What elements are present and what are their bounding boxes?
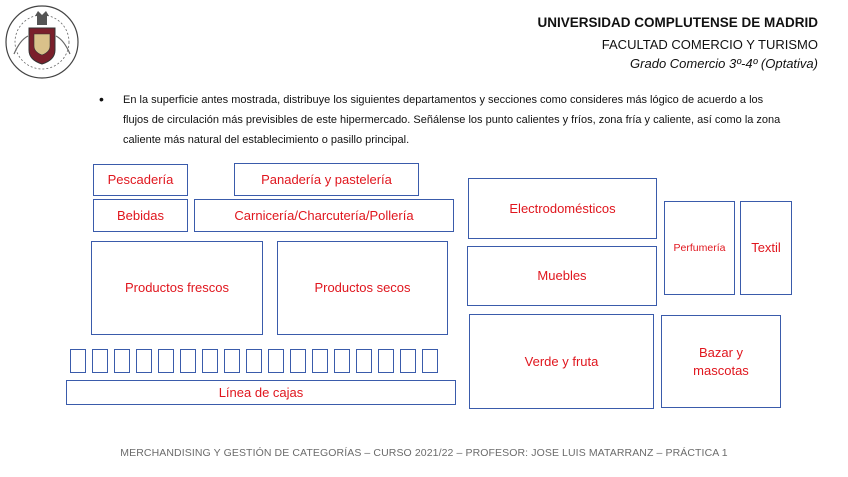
section-label: Perfumería [673, 242, 726, 254]
checkout-counter [114, 349, 130, 373]
section-label: Carnicería/Charcutería/Pollería [234, 207, 414, 223]
checkout-counter [224, 349, 240, 373]
section-label: Línea de cajas [218, 384, 304, 400]
checkout-counter [268, 349, 284, 373]
checkout-counter [334, 349, 350, 373]
checkout-counter [422, 349, 438, 373]
section-productos-secos [277, 241, 448, 335]
section-textil [740, 201, 792, 295]
section-label: Pescadería [107, 172, 174, 187]
section-panaderia [234, 163, 419, 196]
checkout-counter [136, 349, 152, 373]
instructions-text: En la superficie antes mostrada, distribuye los siguientes departamentos y secciones como consideres más lógico de acuerdo a los flujos de circulación más previsibles de este hipermercado. Señálense los punto calientes y fríos, zona fría y caliente, así como la zona caliente más natural del establecimiento o pasillo principal. [123, 94, 781, 146]
section-bebidas [93, 199, 188, 232]
section-perfumeria [664, 201, 735, 295]
checkout-counter [180, 349, 196, 373]
checkout-counter [356, 349, 372, 373]
section-label: Panadería y pastelería [261, 171, 392, 187]
bullet-point: • [99, 91, 104, 107]
university-name: UNIVERSIDAD COMPLUTENSE DE MADRID [537, 15, 818, 30]
checkout-counter [202, 349, 218, 373]
section-label: Electrodomésticos [509, 200, 616, 216]
footer-text: MERCHANDISING Y GESTIÓN DE CATEGORÍAS – CURSO 2021/22 – PROFESOR: JOSE LUIS MATARRANZ – PRÁCTICA 1 [120, 447, 728, 459]
section-electrodomesticos [468, 178, 657, 239]
section-linea-cajas [66, 380, 456, 405]
section-label: Muebles [537, 268, 587, 283]
checkout-counter [312, 349, 328, 373]
checkout-counter [400, 349, 416, 373]
section-carniceria [194, 199, 454, 232]
section-verde-fruta [469, 314, 654, 409]
section-muebles [467, 246, 657, 306]
faculty-name: FACULTAD COMERCIO Y TURISMO [601, 37, 818, 52]
section-label: Bebidas [117, 207, 164, 223]
program-name: Grado Comercio 3º-4º (Optativa) [630, 56, 818, 71]
checkout-counter [70, 349, 86, 373]
section-label: Textil [751, 240, 781, 255]
section-bazar-mascotas [661, 315, 781, 408]
section-label: Verde y fruta [524, 353, 599, 369]
checkout-counter [92, 349, 108, 373]
checkout-counter [378, 349, 394, 373]
checkout-counter [158, 349, 174, 373]
section-label: Bazar y mascotas [693, 344, 749, 378]
section-label: Productos secos [314, 280, 411, 295]
checkout-counter [246, 349, 262, 373]
section-productos-frescos [91, 241, 263, 335]
section-label: Productos frescos [124, 280, 230, 295]
university-crest-logo [4, 4, 80, 80]
checkout-counter [290, 349, 306, 373]
section-pescaderia [93, 164, 188, 196]
